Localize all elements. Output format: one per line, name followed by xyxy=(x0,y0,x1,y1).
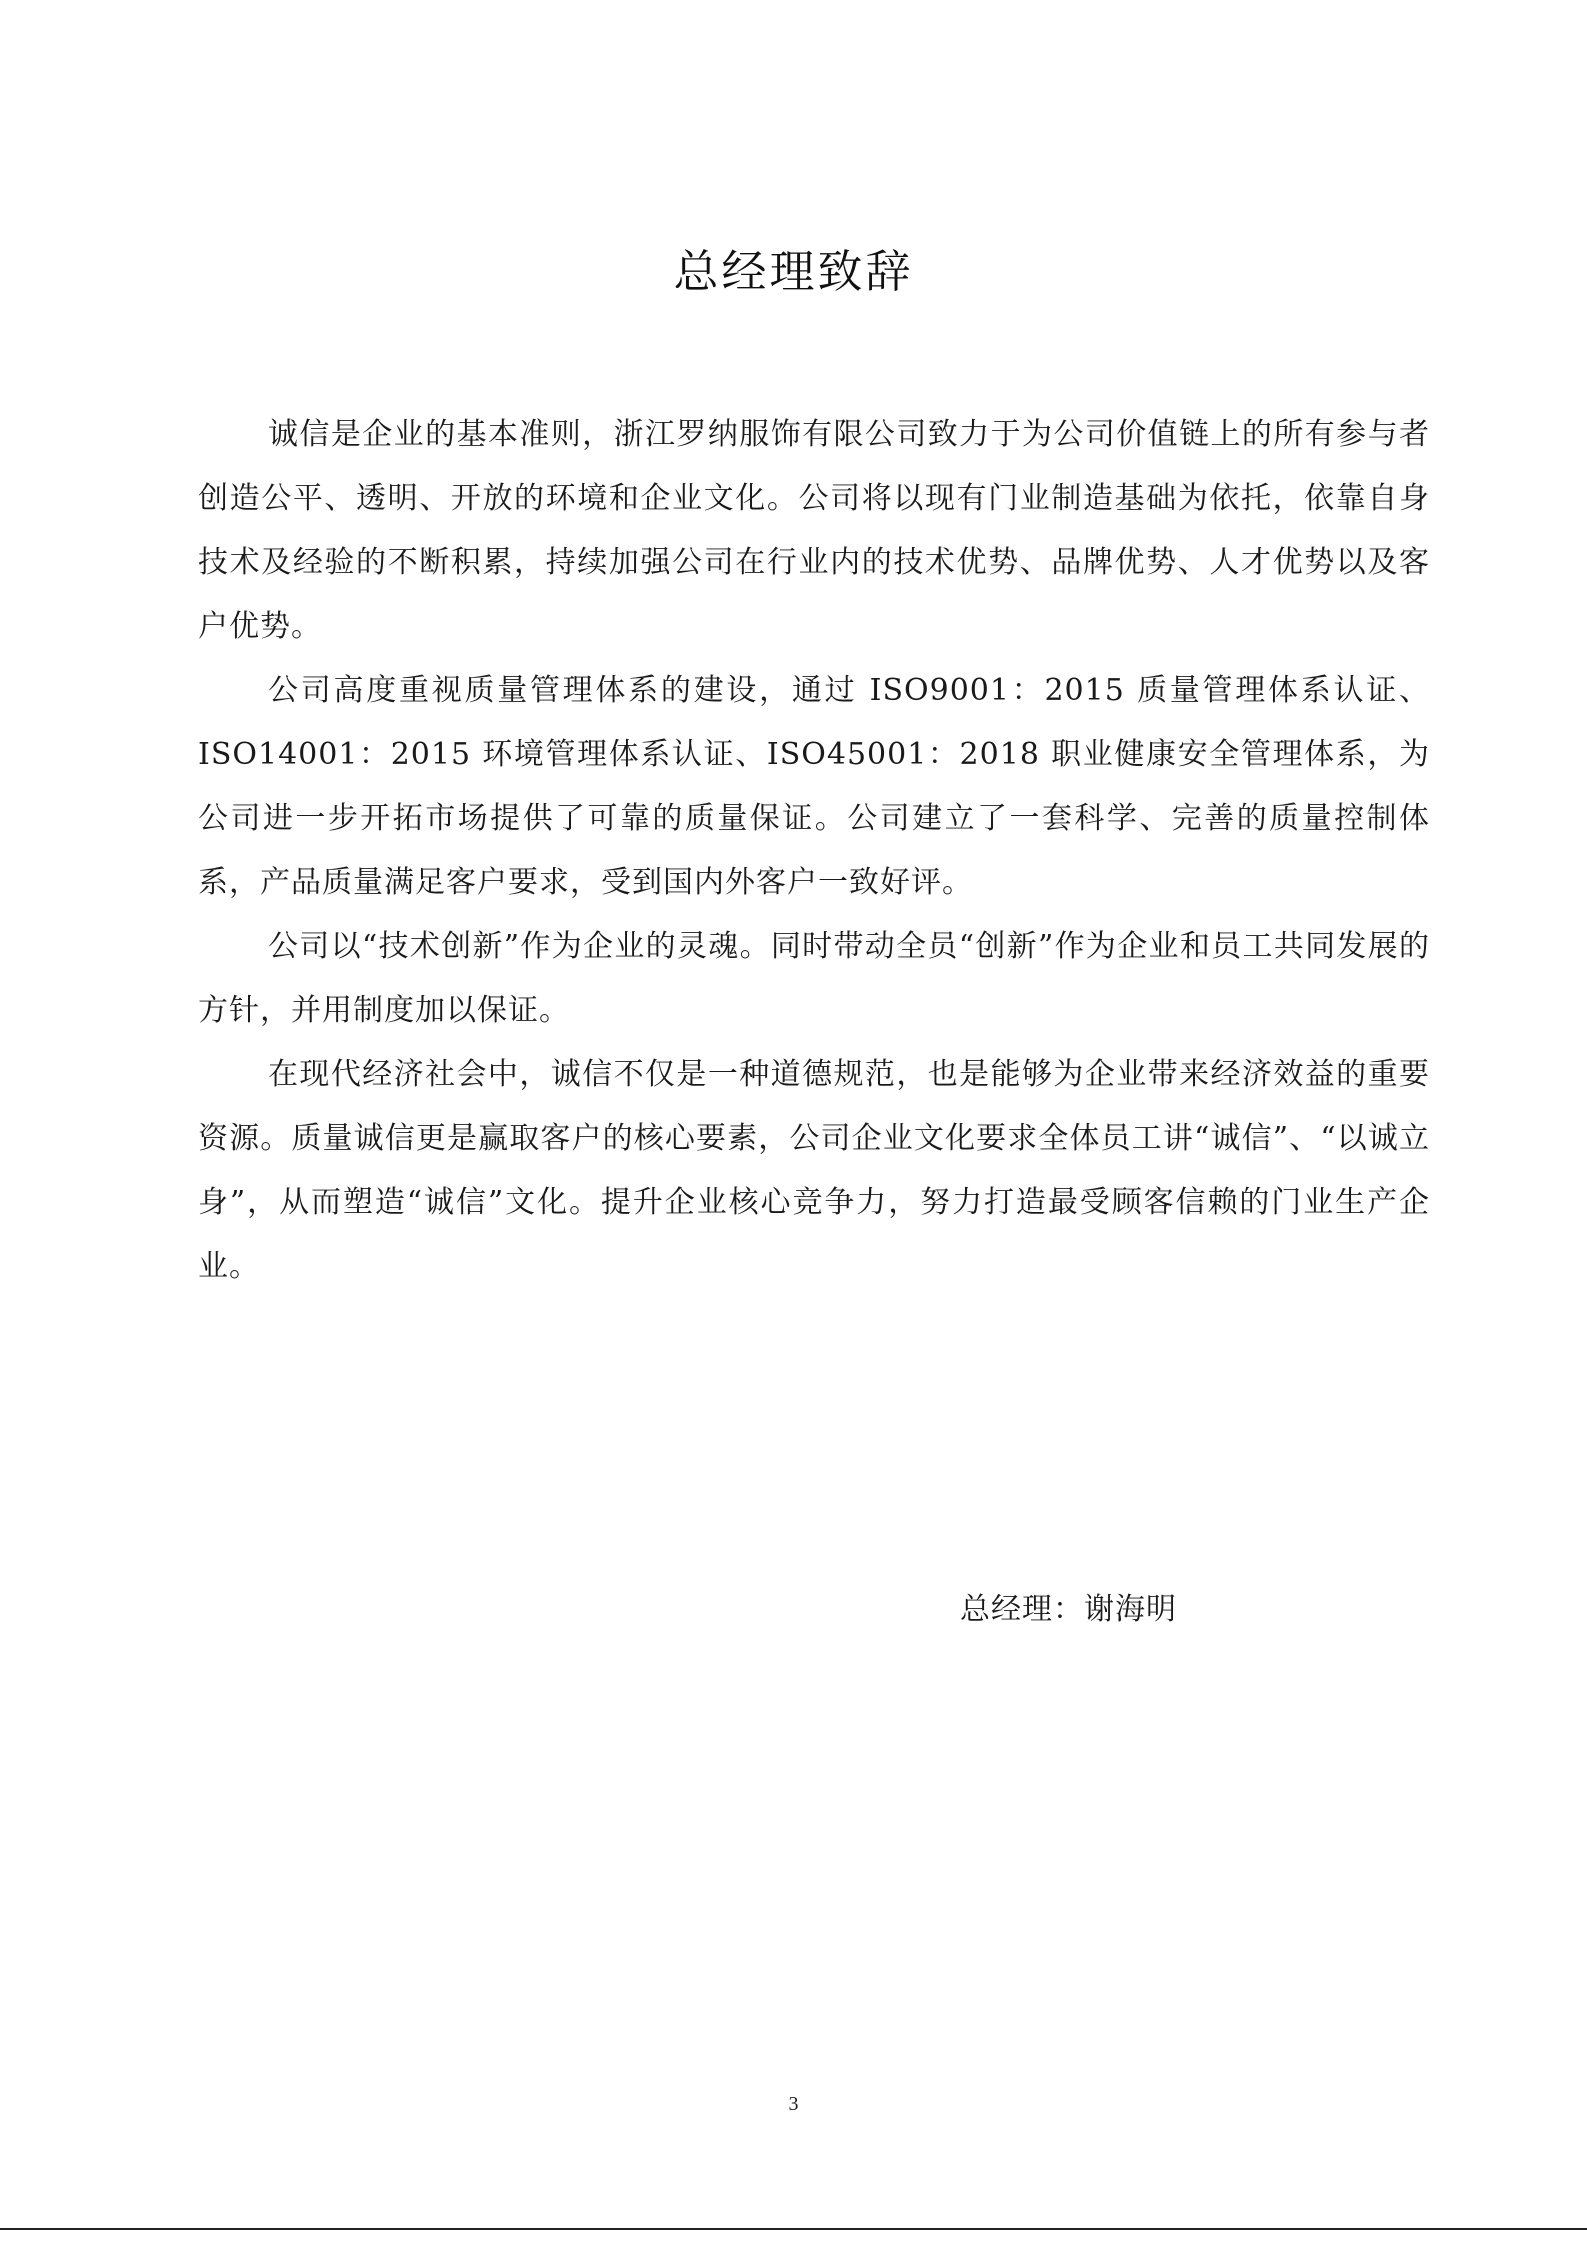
paragraph-innovation: 公司以“技术创新”作为企业的灵魂。同时带动全员“创新”作为企业和员工共同发展的方针，并用制度加以保证。 xyxy=(198,929,1430,1028)
footer-divider xyxy=(0,2228,1587,2230)
paragraph-credibility-culture: 在现代经济社会中，诚信不仅是一种道德规范，也是能够为企业带来经济效益的重要资源。质量诚信更是赢取客户的核心要素，公司企业文化要求全体员工讲“诚信”、“以诚立身”，从而塑造“诚信”文化。提升企业核心竞争力，努力打造最受顾客信赖的门业生产企业。 xyxy=(198,1057,1430,1284)
signature-line: 总经理：谢海明 xyxy=(960,1592,1177,1627)
page-number: 3 xyxy=(788,2093,799,2115)
paragraph-quality-system: 公司高度重视质量管理体系的建设，通过 ISO9001：2015 质量管理体系认证、ISO14001：2015 环境管理体系认证、ISO45001：2018 职业健康安全管理体系，为公司进一步开拓市场提供了可靠的质量保证。公司建立了一套科学、完善的质量控制体系，产品质量满足客户要求，受到国内外客户一致好评。 xyxy=(198,673,1430,900)
message-body xyxy=(198,403,1430,1299)
page-title: 总经理致辞 xyxy=(673,245,914,298)
paragraph-integrity: 诚信是企业的基本准则，浙江罗纳服饰有限公司致力于为公司价值链上的所有参与者创造公平、透明、开放的环境和企业文化。公司将以现有门业制造基础为依托，依靠自身技术及经验的不断积累，持续加强公司在行业内的技术优势、品牌优势、人才优势以及客户优势。 xyxy=(198,417,1430,644)
